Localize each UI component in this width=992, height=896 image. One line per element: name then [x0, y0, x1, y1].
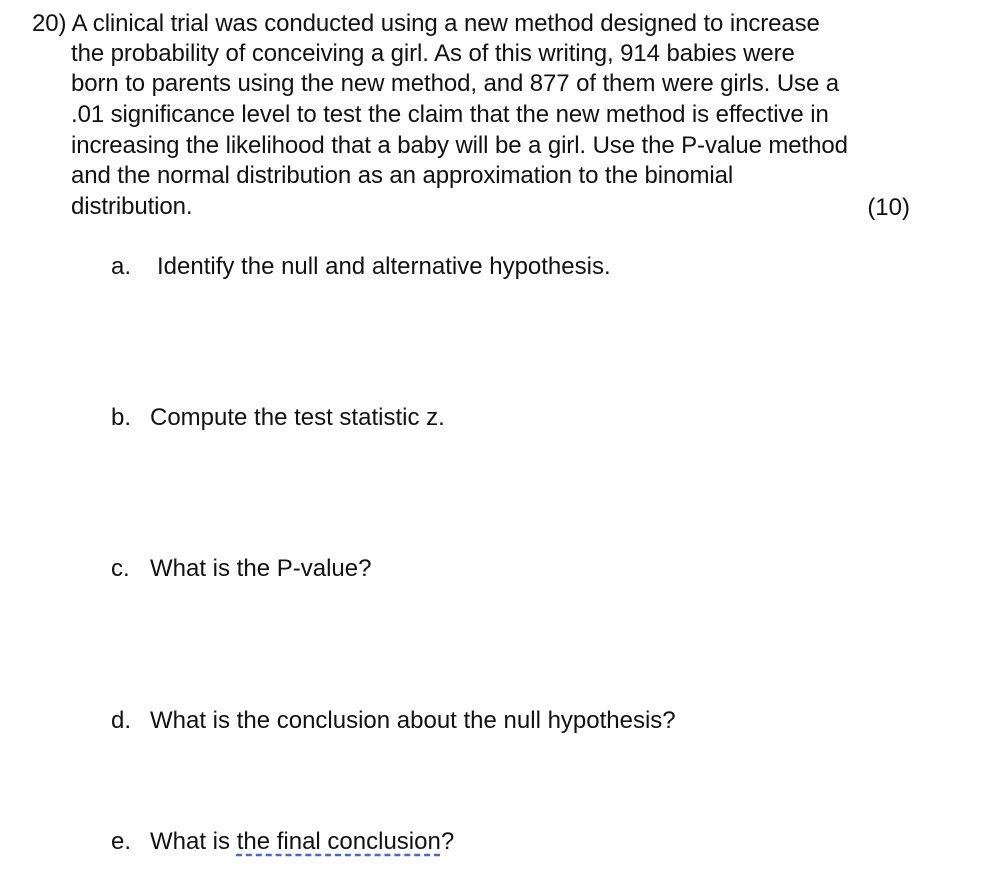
- question-line-1: [32, 9, 820, 39]
- part-letter: e.: [111, 828, 132, 855]
- question-text-line: born to parents using the new method, and 877 of them were girls. Use a: [71, 70, 840, 97]
- part-text-after: ?: [440, 828, 455, 855]
- question-points: (10): [867, 194, 910, 221]
- question-text-line: and the normal distribution as an approximation to the binomial: [71, 162, 734, 189]
- question-text-line: increasing the likelihood that a baby will be a girl. Use the P-value method: [71, 132, 848, 159]
- part-d: [111, 706, 676, 736]
- part-c: [111, 554, 371, 584]
- part-letter: b.: [111, 404, 132, 431]
- part-b: [111, 403, 445, 433]
- question-text-line: A clinical trial was conducted using a new method designed to increase: [71, 10, 820, 37]
- part-text-before: What is: [150, 828, 237, 855]
- part-letter: a.: [111, 253, 132, 280]
- question-text-line: .01 significance level to test the claim that the new method is effective in: [71, 101, 829, 128]
- part-text: What is the conclusion about the null hypothesis?: [150, 707, 676, 734]
- part-text: What is the P-value?: [150, 555, 372, 582]
- question-number: 20): [32, 10, 67, 37]
- question-text-line: the probability of conceiving a girl. As of this writing, 914 babies were: [71, 40, 795, 67]
- part-letter: d.: [111, 707, 132, 734]
- part-a: [111, 252, 611, 282]
- part-e: [111, 827, 454, 857]
- question-text-line: distribution.: [71, 193, 193, 220]
- part-text: Compute the test statistic z.: [150, 404, 445, 431]
- part-letter: c.: [111, 555, 130, 582]
- part-text: Identify the null and alternative hypothesis.: [157, 253, 611, 280]
- spellcheck-underlined-text: the final conclusion: [236, 828, 441, 855]
